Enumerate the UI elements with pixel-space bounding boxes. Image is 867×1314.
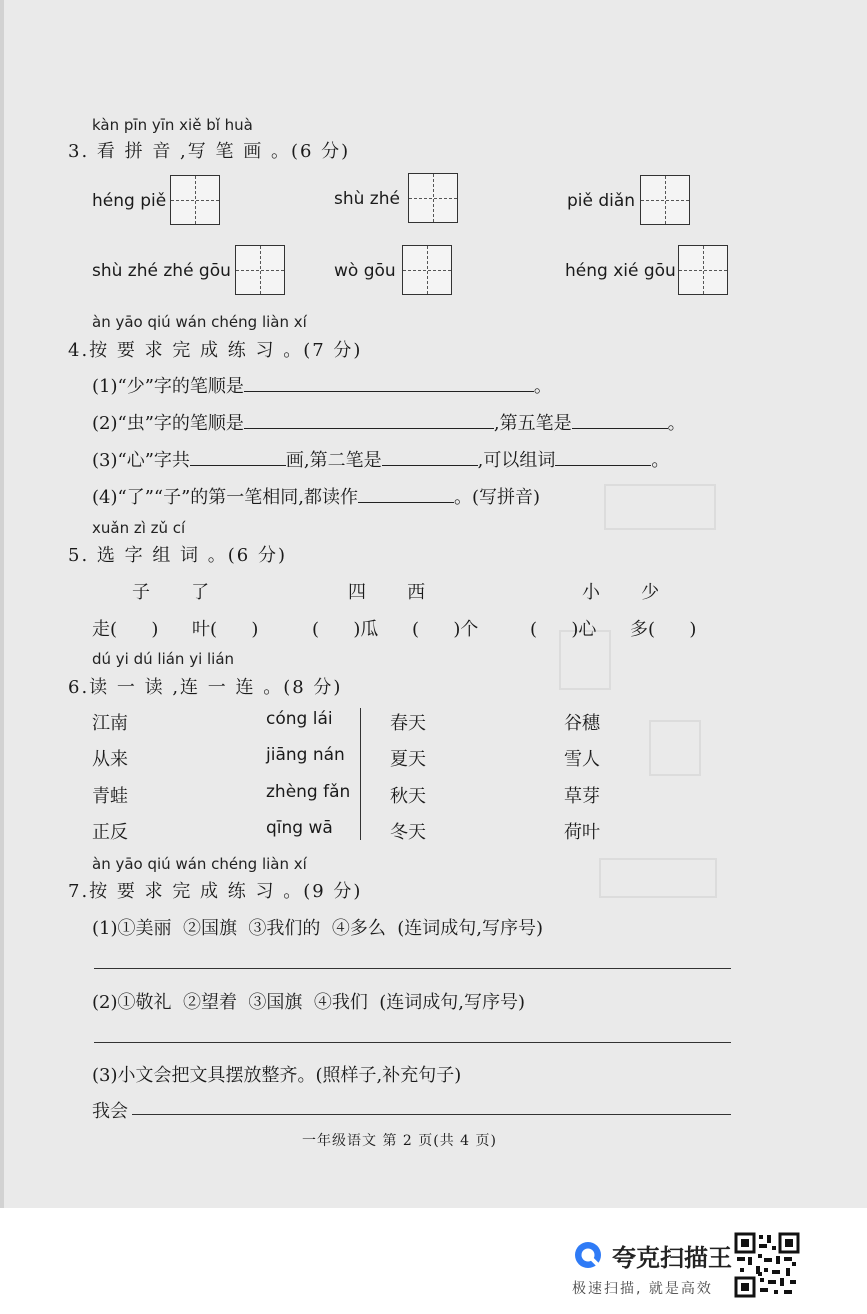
q6-pinyin-item[interactable]: jiāng nán xyxy=(266,745,345,765)
tian-grid-box[interactable] xyxy=(170,175,220,225)
bleed-through-box xyxy=(649,720,701,776)
answer-blank[interactable] xyxy=(572,410,668,429)
q3-item-2: shù zhé xyxy=(334,189,400,209)
scanner-brand xyxy=(570,1232,800,1300)
q7-sub-3-start: 我会 xyxy=(92,1101,128,1122)
q4-line-3-end: 。 xyxy=(651,450,670,471)
q7-sub-2: (2)①敬礼 ②望着 ③国旗 ④我们 (连词成句,写序号) xyxy=(92,992,526,1013)
q6-pinyin-item[interactable]: cóng lái xyxy=(266,709,333,729)
q5-blank-4[interactable]: ( )个 xyxy=(412,619,479,640)
q6-thing[interactable]: 雪人 xyxy=(564,749,600,770)
q5-blank-6[interactable]: 多( ) xyxy=(630,619,697,640)
q4-pinyin: àn yāo qiú wán chéng liàn xí xyxy=(92,313,307,331)
q4-line-3-text: (3)“心”字共 xyxy=(92,450,190,471)
q4-line-4-text: (4)“了”“子”的第一笔相同,都读作 xyxy=(92,487,359,508)
q4-line-2-text: (2)“虫”字的笔顺是 xyxy=(92,413,244,434)
q6-season[interactable]: 夏天 xyxy=(390,749,426,770)
q3-item-3: piě diǎn xyxy=(567,191,636,211)
tian-grid-box[interactable] xyxy=(678,245,728,295)
q3-item-6: héng xié gōu xyxy=(565,261,676,281)
q4-line-1 xyxy=(92,372,552,398)
q6-thing[interactable]: 草芽 xyxy=(564,786,600,807)
q6-thing[interactable]: 荷叶 xyxy=(564,822,600,843)
q6-pinyin-item[interactable]: qīng wā xyxy=(266,818,333,838)
q7-pinyin: àn yāo qiú wán chéng liàn xí xyxy=(92,855,307,873)
q6-pinyin: dú yi dú lián yi lián xyxy=(92,650,235,668)
q5-pair-2: 四 西 xyxy=(348,582,432,603)
answer-blank[interactable] xyxy=(358,484,454,503)
q4-line-2-end: 。 xyxy=(667,413,686,434)
quark-logo-icon xyxy=(573,1240,603,1270)
q4-line-3 xyxy=(92,446,669,472)
q3-title: 3. 看 拼 音 ,写 笔 画 。(6 分) xyxy=(68,141,351,162)
q5-blank-1[interactable]: 走( ) xyxy=(92,619,159,640)
answer-line[interactable] xyxy=(94,1042,731,1043)
answer-blank[interactable] xyxy=(244,410,494,429)
q3-item-1: héng piě xyxy=(92,191,167,211)
q7-sub-1: (1)①美丽 ②国旗 ③我们的 ④多么 (连词成句,写序号) xyxy=(92,918,544,939)
bleed-through-box xyxy=(604,484,716,530)
q6-thing[interactable]: 谷穗 xyxy=(564,713,600,734)
q4-title: 4.按 要 求 完 成 练 习 。(7 分) xyxy=(68,340,363,361)
answer-blank[interactable] xyxy=(190,447,286,466)
q6-season[interactable]: 秋天 xyxy=(390,786,426,807)
answer-blank[interactable] xyxy=(382,447,478,466)
q4-line-4-end: 。(写拼音) xyxy=(454,487,541,508)
q7-title: 7.按 要 求 完 成 练 习 。(9 分) xyxy=(68,881,363,902)
column-divider xyxy=(360,708,361,840)
q6-word[interactable]: 正反 xyxy=(92,822,128,843)
q6-word[interactable]: 从来 xyxy=(92,749,128,770)
q5-pinyin: xuǎn zì zǔ cí xyxy=(92,519,186,537)
q4-line-2-mid: ,第五笔是 xyxy=(493,413,572,434)
tian-grid-box[interactable] xyxy=(402,245,452,295)
tian-grid-box[interactable] xyxy=(640,175,690,225)
bleed-through-box xyxy=(599,858,717,898)
q6-word[interactable]: 青蛙 xyxy=(92,786,128,807)
q3-pinyin: kàn pīn yīn xiě bǐ huà xyxy=(92,116,253,134)
q6-word[interactable]: 江南 xyxy=(92,713,128,734)
answer-line[interactable] xyxy=(132,1114,731,1115)
q6-title: 6.读 一 读 ,连 一 连 。(8 分) xyxy=(68,677,343,698)
q4-line-3-mid1: 画,第二笔是 xyxy=(285,450,382,471)
q3-item-4: shù zhé zhé gōu xyxy=(92,261,231,281)
tian-grid-box[interactable] xyxy=(235,245,285,295)
q6-season[interactable]: 春天 xyxy=(390,713,426,734)
q4-line-4 xyxy=(92,483,540,509)
q7-sub-3: (3)小文会把文具摆放整齐。(照样子,补充句子) xyxy=(92,1065,462,1086)
q5-title: 5. 选 字 组 词 。(6 分) xyxy=(68,545,288,566)
q4-line-1-text: (1)“少”字的笔顺是 xyxy=(92,376,244,397)
answer-line[interactable] xyxy=(94,968,731,969)
tian-grid-box[interactable] xyxy=(408,173,458,223)
q6-season[interactable]: 冬天 xyxy=(390,822,426,843)
q5-pair-1: 子 了 xyxy=(132,582,216,603)
q6-pinyin-item[interactable]: zhèng fǎn xyxy=(266,782,351,802)
brand-slogan: 极速扫描, 就是高效 xyxy=(572,1281,713,1297)
q3-item-5: wò gōu xyxy=(334,261,396,281)
q5-blank-3[interactable]: ( )瓜 xyxy=(312,619,379,640)
answer-blank[interactable] xyxy=(244,373,534,392)
q4-line-1-end: 。 xyxy=(533,376,552,397)
q5-blank-2[interactable]: 叶( ) xyxy=(192,619,259,640)
q5-pair-3: 小 少 xyxy=(582,582,666,603)
q4-line-3-mid2: ,可以组词 xyxy=(477,450,556,471)
answer-blank[interactable] xyxy=(555,447,651,466)
brand-name: 夸克扫描王 xyxy=(612,1244,732,1272)
qr-code-icon xyxy=(734,1232,800,1298)
page-footer: 一年级语文 第 2 页(共 4 页) xyxy=(302,1133,497,1149)
q5-blank-5[interactable]: ( )心 xyxy=(530,619,597,640)
q4-line-2 xyxy=(92,409,686,435)
